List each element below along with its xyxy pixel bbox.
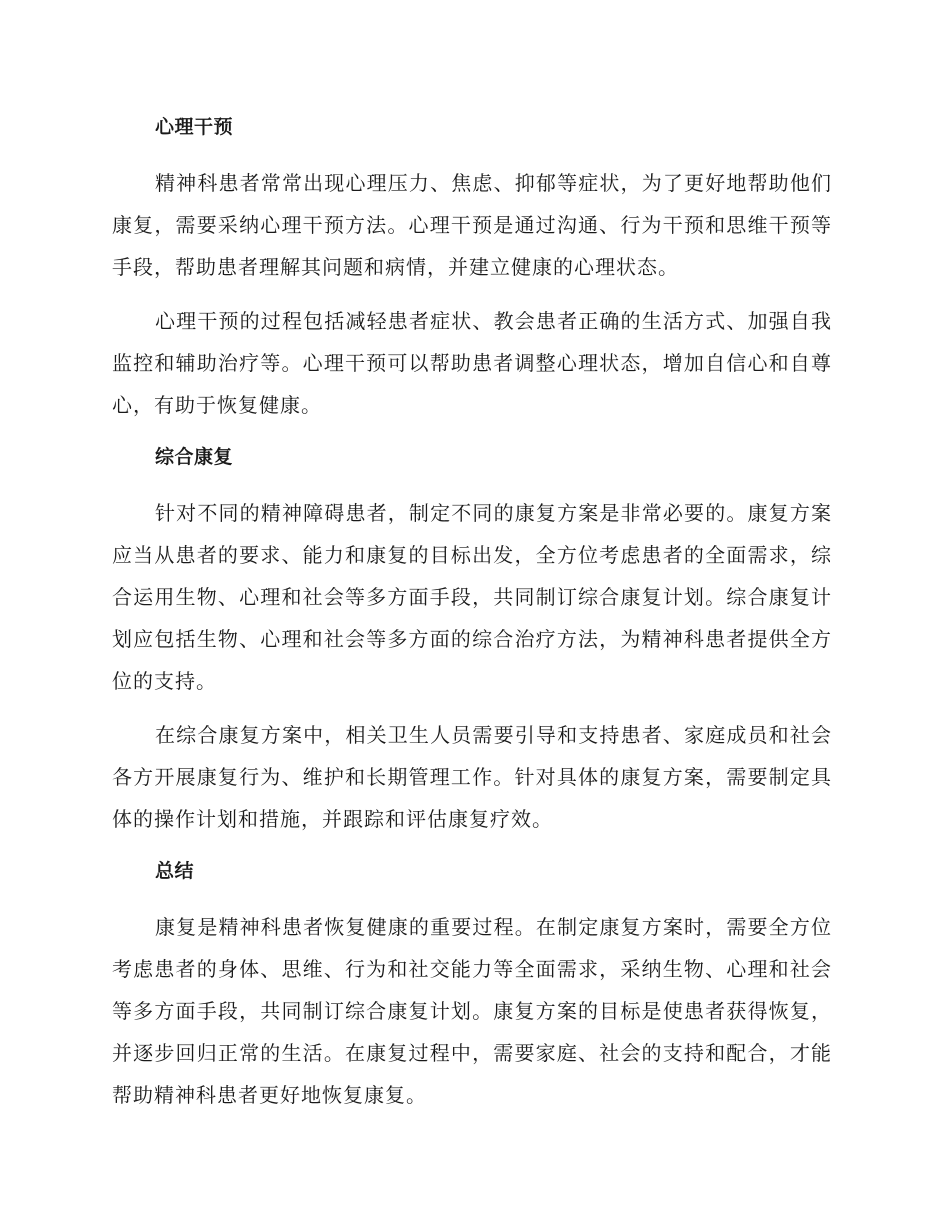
paragraph: 在综合康复方案中，相关卫生人员需要引导和支持患者、家庭成员和社会各方开展康复行为、维护和长期管理工作。针对具体的康复方案，需要制定具体的操作计划和措施，并跟踪和评估康复疗效。 — [112, 723, 832, 831]
paragraph: 精神科患者常常出现心理压力、焦虑、抑郁等症状，为了更好地帮助他们康复，需要采纳心理干预方法。心理干预是通过沟通、行为干预和思维干预等手段，帮助患者理解其问题和病情，并建立健康的心理状态。 — [112, 171, 832, 279]
paragraph: 康复是精神科患者恢复健康的重要过程。在制定康复方案时，需要全方位考虑患者的身体、思维、行为和社交能力等全面需求，采纳生物、心理和社会等多方面手段，共同制订综合康复计划。康复方案的目标是使患者获得恢复，并逐步回归正常的生活。在康复过程中，需要家庭、社会的支持和配合，才能帮助精神科患者更好地恢复康复。 — [112, 915, 832, 1107]
document-page — [112, 108, 832, 1128]
paragraph: 针对不同的精神障碍患者，制定不同的康复方案是非常必要的。康复方案应当从患者的要求、能力和康复的目标出发，全方位考虑患者的全面需求，综合运用生物、心理和社会等多方面手段，共同制订综合康复计划。综合康复计划应包括生物、心理和社会等多方面的综合治疗方法，为精神科患者提供全方位的支持。 — [112, 501, 832, 693]
section-heading: 心理干预 — [155, 116, 234, 138]
section-heading: 总结 — [155, 860, 195, 882]
section-heading: 综合康复 — [155, 446, 234, 468]
paragraph: 心理干预的过程包括减轻患者症状、教会患者正确的生活方式、加强自我监控和辅助治疗等。心理干预可以帮助患者调整心理状态，增加自信心和自尊心，有助于恢复健康。 — [112, 309, 832, 417]
section-comprehensive-rehabilitation — [112, 438, 832, 840]
section-psychological-intervention — [112, 108, 832, 426]
section-summary — [112, 852, 832, 1116]
